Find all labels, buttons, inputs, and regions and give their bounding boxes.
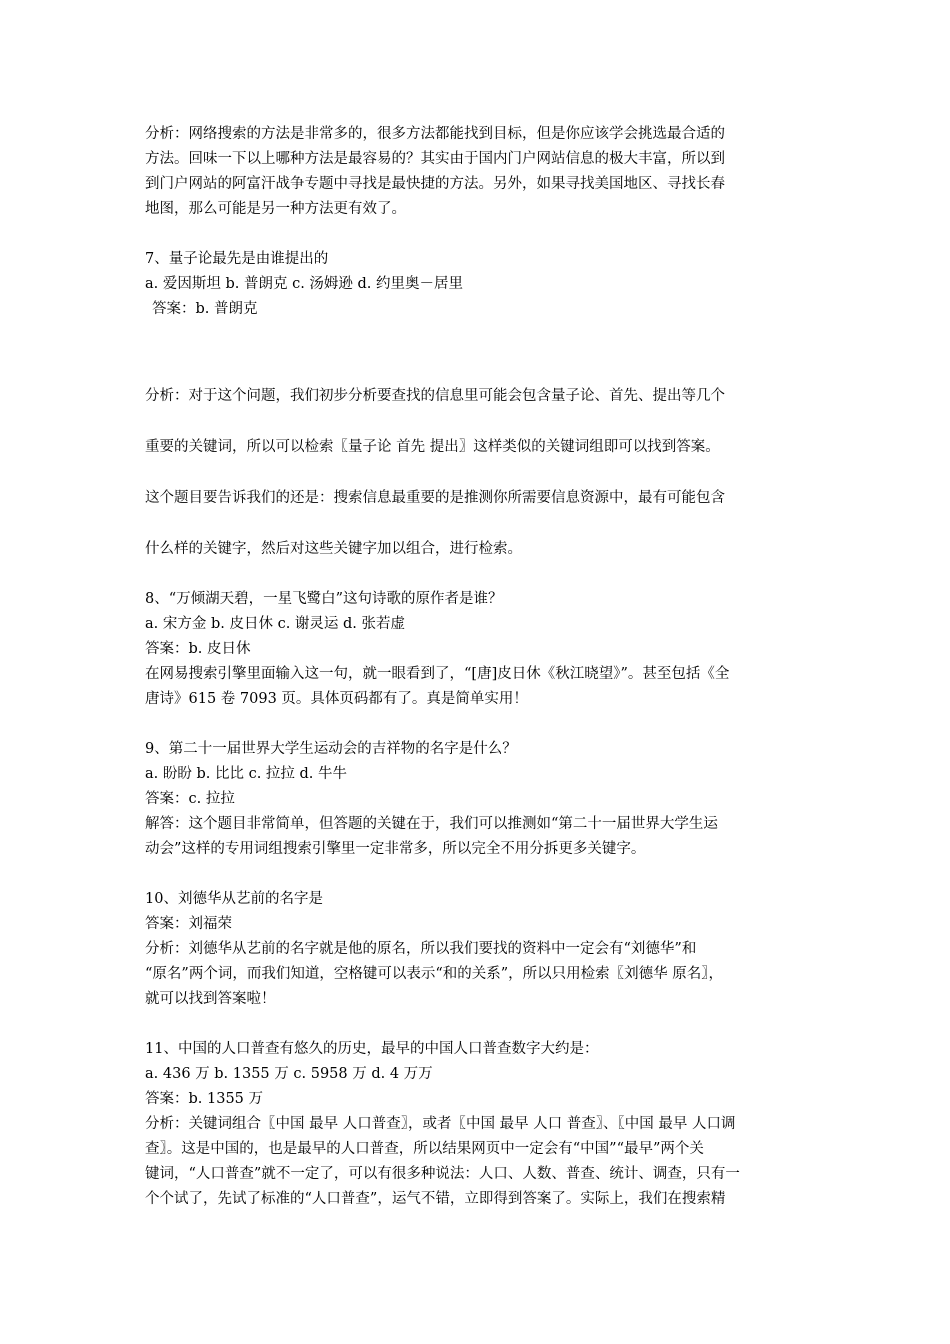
text-line: 什么样的关键字，然后对这些关键字加以组合，进行检索。	[145, 541, 522, 557]
question-10	[145, 887, 810, 1012]
question-answer: 答案：b. 普朗克	[152, 301, 258, 317]
text-line: 动会”这样的专用词组搜索引擎里一定非常多，所以完全不用分拆更多关键字。	[145, 841, 646, 857]
spacer	[145, 222, 810, 247]
question-options: a. 宋方金 b. 皮日休 c. 谢灵运 d. 张若虚	[145, 616, 406, 632]
question-options: a. 盼盼 b. 比比 c. 拉拉 d. 牛牛	[145, 766, 348, 782]
text-line: “原名”两个词，而我们知道，空格键可以表示“和的关系”，所以只用检索〖刘德华 原名〗，	[145, 966, 724, 982]
spacer	[145, 712, 810, 737]
document-body	[145, 122, 810, 1212]
text-line: 在网易搜索引擎里面输入这一句，就一眼看到了，“[唐]皮日休《秋江晓望》”。甚至包括《全	[145, 666, 730, 682]
question-text: 9、第二十一届世界大学生运动会的吉祥物的名字是什么？	[145, 741, 517, 757]
text-line: 重要的关键词，所以可以检索〖量子论 首先 提出〗这样类似的关键词组即可以找到答案。	[145, 439, 720, 455]
question-answer: 答案：b. 皮日休	[145, 641, 251, 657]
text-line: 解答：这个题目非常简单，但答题的关键在于，我们可以推测如“第二十一届世界大学生运	[145, 816, 718, 832]
question-text: 11、中国的人口普查有悠久的历史，最早的中国人口普查数字大约是：	[145, 1041, 599, 1057]
text-line: 唐诗》615 卷 7093 页。具体页码都有了。真是简单实用！	[145, 691, 528, 707]
question-11	[145, 1037, 810, 1212]
question-answer: 答案：b. 1355 万	[145, 1091, 264, 1107]
text-line: 键词，“人口普查”就不一定了，可以有很多种说法：人口、人数、普查、统计、调查，只有一	[145, 1166, 740, 1182]
question-answer: 答案：c. 拉拉	[145, 791, 235, 807]
text-line: 就可以找到答案啦！	[145, 991, 276, 1007]
text-line: 个个试了，先试了标准的“人口普查”，运气不错，立即得到答案了。实际上，我们在搜索精	[145, 1191, 726, 1207]
text-line: 分析：对于这个问题，我们初步分析要查找的信息里可能会包含量子论、首先、提出等几个	[145, 388, 725, 404]
spacer	[145, 562, 810, 587]
question-options: a. 爱因斯坦 b. 普朗克 c. 汤姆逊 d. 约里奥－居里	[145, 276, 464, 292]
text-line: 查〗。这是中国的，也是最早的人口普查，所以结果网页中一定会有“中国”“最早”两个关	[145, 1141, 704, 1157]
spacer	[145, 862, 810, 887]
question-options: a. 436 万 b. 1355 万 c. 5958 万 d. 4 万万	[145, 1066, 433, 1082]
text-line: 分析：刘德华从艺前的名字就是他的原名，所以我们要找的资料中一定会有“刘德华”和	[145, 941, 697, 957]
question-text: 10、刘德华从艺前的名字是	[145, 891, 323, 907]
text-line: 分析：网络搜索的方法是非常多的，很多方法都能找到目标，但是你应该学会挑选最合适的	[145, 126, 725, 142]
text-line: 地图，那么可能是另一种方法更有效了。	[145, 201, 406, 217]
spacer	[145, 1012, 810, 1037]
question-8	[145, 587, 810, 712]
spacer	[145, 322, 810, 384]
analysis-paragraph-7	[145, 384, 810, 562]
question-text: 8、“万倾湖天碧，一星飞鹭白”这句诗歌的原作者是谁？	[145, 591, 503, 607]
analysis-paragraph-6	[145, 122, 810, 222]
text-line: 分析：关键词组合〖中国 最早 人口普查〗，或者〖中国 最早 人口 普查〗、〖中国 最早 人口调	[145, 1116, 736, 1132]
text-line: 这个题目要告诉我们的还是：搜索信息最重要的是推测你所需要信息资源中，最有可能包含	[145, 490, 725, 506]
question-answer: 答案：刘福荣	[145, 916, 232, 932]
question-9	[145, 737, 810, 862]
text-line: 到门户网站的阿富汗战争专题中寻找是最快捷的方法。另外，如果寻找美国地区、寻找长春	[145, 176, 725, 192]
question-text: 7、量子论最先是由谁提出的	[145, 251, 329, 267]
text-line: 方法。回味一下以上哪种方法是最容易的？其实由于国内门户网站信息的极大丰富，所以到	[145, 151, 725, 167]
question-7	[145, 247, 810, 322]
